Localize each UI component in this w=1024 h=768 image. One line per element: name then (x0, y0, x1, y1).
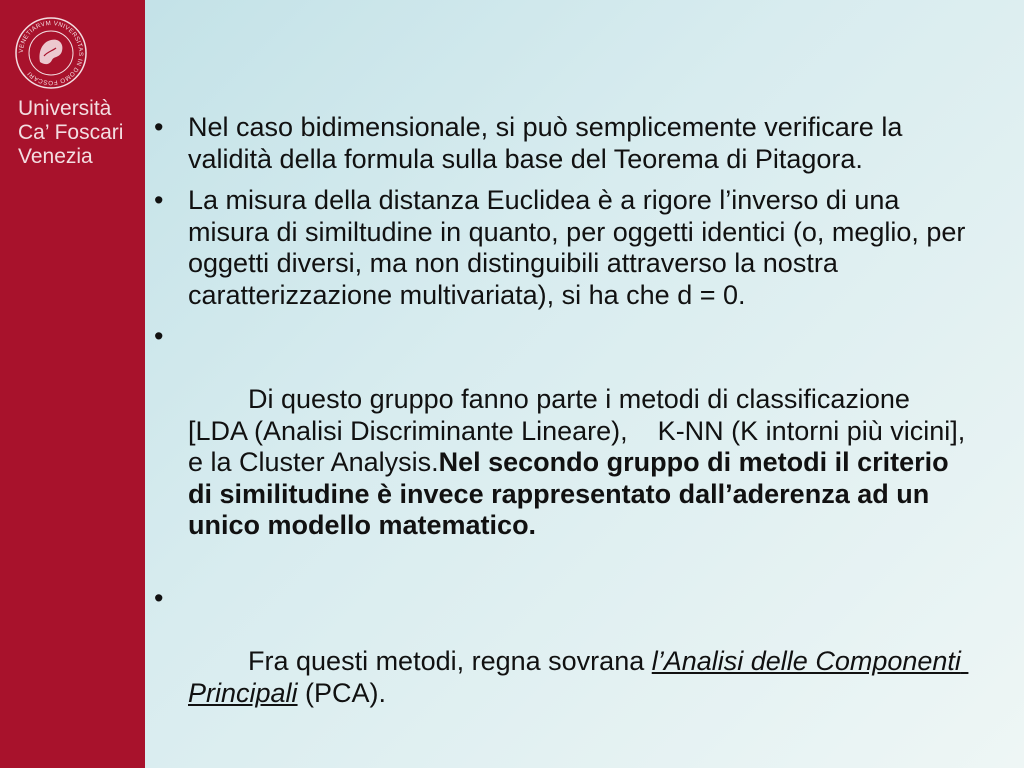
bullet-item-2 (148, 185, 978, 311)
bullet-text-3-bold: Nel secondo gruppo di metodi il criterio di similitudine è invece rappresentato dall’aderenza ad un unico modello matematico. (188, 447, 957, 540)
university-name-line-1: Università (18, 97, 112, 120)
bullet-icon: • (154, 583, 164, 613)
bullet-item-4 (148, 583, 978, 741)
pca-link[interactable]: l’Analisi delle Componenti Principali (188, 646, 969, 708)
slide-content (148, 112, 978, 751)
bullet-text-4: Fra questi metodi, regna sovrana (248, 646, 652, 676)
bullet-item-1 (148, 112, 978, 175)
seal-text: VENETIARVM VNIVERSITAS IN DOMO FOSCARI (17, 19, 85, 87)
bullet-text-1: Nel caso bidimensionale, si può semplicemente verificare la validità della formula sulla base del Teorema di Pitagora. (188, 112, 903, 174)
university-name-line-3: Venezia (18, 145, 93, 168)
bullet-text-4-after: (PCA). (297, 677, 387, 708)
university-name-line-2: Ca’ Foscari (18, 121, 124, 144)
bullet-text-2: La misura della distanza Euclidea è a rigore l’inverso di una misura di similtudine in quanto, per oggetti identici (o, meglio, per oggetti diversi, ma non distinguibili attraverso la nostra caratterizzazione multivariata), si ha che d = 0. (188, 185, 966, 310)
bullet-list (148, 112, 978, 741)
bullet-text-3: Di questo gruppo fanno parte i metodi di classificazione [LDA (Analisi Discriminante Lineare), K-NN (K intorni più vicini], e la Cluster Analysis. (188, 384, 973, 477)
bullet-item-3 (148, 321, 978, 573)
university-name (18, 97, 123, 169)
bullet-icon: • (154, 321, 164, 351)
bullet-icon: • (154, 112, 164, 142)
ca-foscari-seal-icon (14, 16, 88, 90)
bullet-icon: • (154, 185, 164, 215)
sidebar (0, 0, 145, 768)
